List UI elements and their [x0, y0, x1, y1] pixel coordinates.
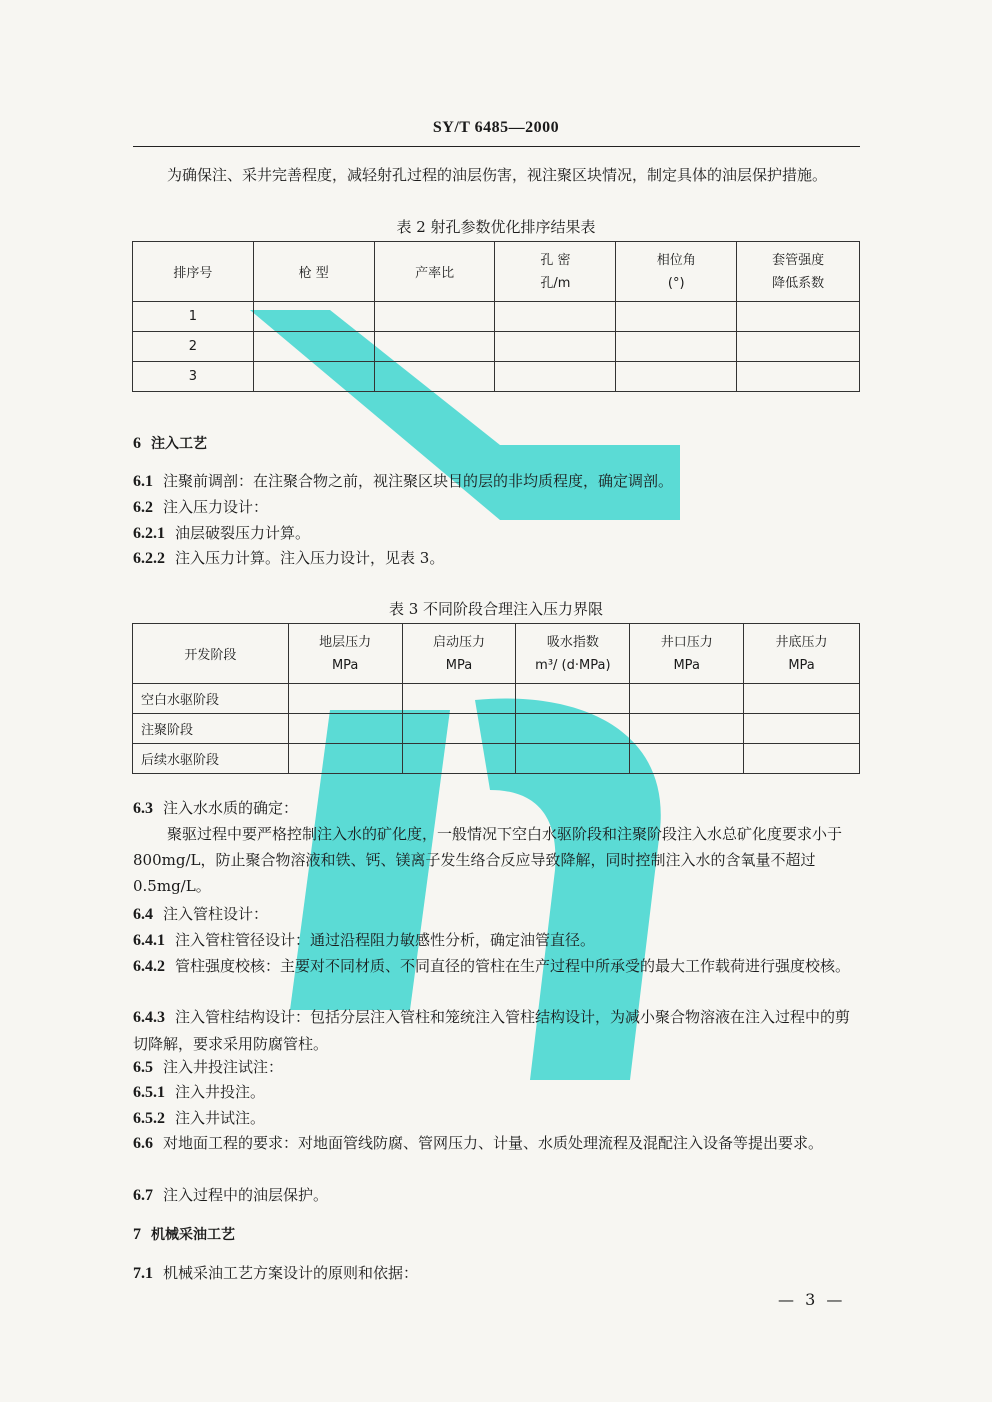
clause-6-3: 6.3 注入水水质的确定：: [133, 799, 299, 817]
clause-6-2-1: 6.2.1 油层破裂压力计算。: [133, 524, 311, 542]
clause-6-3-body: 聚驱过程中要严格控制注入水的矿化度，一般情况下空白水驱阶段和注聚阶段注入水总矿化度要求小于 800mg/L，防止聚合物溶液和铁、钙、镁离子发生络合反应导致降解，同时控制注入水的含氧量不超过 0.5mg/L。: [133, 825, 843, 895]
clause-6-4: 6.4 注入管柱设计：: [133, 905, 269, 923]
section-6-heading: 6 注入工艺: [133, 435, 207, 452]
clause-6-6: 6.6 对地面工程的要求：对地面管线防腐、管网压力、计量、水质处理流程及混配注入设备等提出要求。: [133, 1134, 824, 1152]
table3-header-cell: 井口压力 MPa: [630, 624, 744, 684]
page-number: — 3 —: [778, 1290, 846, 1309]
table3-stage-label: 后续水驱阶段: [133, 744, 289, 774]
clause-6-5: 6.5 注入井投注试注：: [133, 1058, 284, 1076]
table3-stage-label: 注聚阶段: [133, 714, 289, 744]
clause-6-1: 6.1 注聚前调剖：在注聚合物之前，视注聚区块目的层的非均质程度，确定调剖。: [133, 472, 674, 490]
table2-row-number: 2: [133, 332, 254, 362]
table2-header-row: [133, 242, 860, 302]
table2-row-number: 1: [133, 302, 254, 332]
clause-6-4-1: 6.4.1 注入管柱管径设计：通过沿程阻力敏感性分析，确定油管直径。: [133, 931, 596, 949]
table2: [132, 241, 860, 392]
clause-6-4-3: 6.4.3 注入管柱结构设计：包括分层注入管柱和笼统注入管柱结构设计，为减小聚合物溶液在注入过程中的剪切降解，要求采用防腐管柱。: [133, 1008, 851, 1053]
table2-header-cell: 套管强度 降低系数: [737, 242, 860, 302]
table-row: [133, 302, 860, 332]
table2-row-number: 3: [133, 362, 254, 392]
table3-header-cell: 启动压力 MPa: [402, 624, 516, 684]
clause-6-5-1: 6.5.1 注入井投注。: [133, 1083, 266, 1101]
clause-6-2-2: 6.2.2 注入压力计算。注入压力设计，见表 3。: [133, 549, 445, 567]
table3-header-cell: 开发阶段: [133, 624, 289, 684]
clause-6-2: 6.2 注入压力设计：: [133, 498, 269, 516]
clause-6-7: 6.7 注入过程中的油层保护。: [133, 1186, 329, 1204]
standard-number: SY/T 6485—2000: [432, 119, 560, 136]
table3-caption: 表 3 不同阶段合理注入压力界限: [388, 600, 604, 618]
table2-caption: 表 2 射孔参数优化排序结果表: [396, 218, 596, 236]
table2-header-cell: 产率比: [374, 242, 495, 302]
table3: [132, 623, 860, 774]
table-row: [133, 362, 860, 392]
table2-header-cell: 枪 型: [253, 242, 374, 302]
clause-7-1: 7.1 机械采油工艺方案设计的原则和依据：: [133, 1264, 419, 1282]
table-row: [133, 332, 860, 362]
table3-header-cell: 吸水指数 m³/ (d·MPa): [516, 624, 630, 684]
intro-paragraph: 为确保注、采井完善程度，减轻射孔过程的油层伤害，视注聚区块情况，制定具体的油层保护措施。: [167, 166, 828, 184]
header-rule: [133, 146, 860, 147]
table-row: [133, 684, 860, 714]
clause-6-5-2: 6.5.2 注入井试注。: [133, 1109, 266, 1127]
table2-header-cell: 孔 密 孔/m: [495, 242, 616, 302]
table3-header-cell: 井底压力 MPa: [744, 624, 860, 684]
table2-header-cell: 排序号: [133, 242, 254, 302]
table-row: [133, 744, 860, 774]
table3-header-cell: 地层压力 MPa: [288, 624, 402, 684]
clause-6-4-2: 6.4.2 管柱强度校核：主要对不同材质、不同直径的管柱在生产过程中所承受的最大工作载荷进行强度校核。: [133, 957, 851, 975]
table3-stage-label: 空白水驱阶段: [133, 684, 289, 714]
table3-header-row: [133, 624, 860, 684]
section-7-heading: 7 机械采油工艺: [133, 1226, 235, 1243]
table2-header-cell: 相位角 (°): [616, 242, 737, 302]
table-row: [133, 714, 860, 744]
